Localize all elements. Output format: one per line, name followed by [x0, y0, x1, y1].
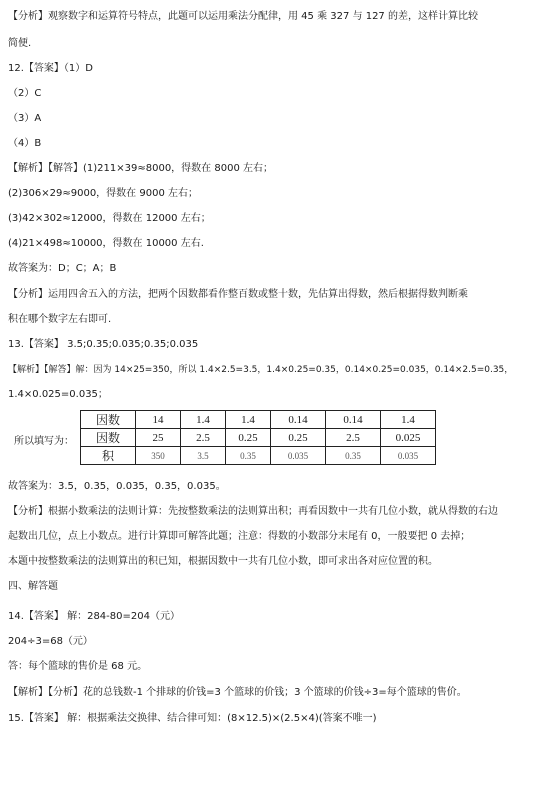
text-line: 起数出几位，点上小数点。进行计算即可解答此题；注意：得数的小数部分末尾有 0，一般要把 0 去掉； [8, 531, 471, 542]
text-line: 【分析】观察数字和运算符号特点，此题可以运用乘法分配律，用 45 乘 327 与 127 的差，这样计算比较 [8, 11, 478, 22]
table-cell: 350 [136, 447, 181, 465]
text-line: （2）C [8, 88, 42, 99]
text-line: 【解析】【解答】解：因为 14×25=350，所以 1.4×2.5=3.5，1.4×0.25=0.35，0.14×0.25=0.035，0.14×2.5=0.35， [8, 365, 514, 375]
text-line: （3）A [8, 113, 42, 124]
table-row [81, 429, 436, 447]
table-cell: 2.5 [326, 429, 381, 447]
table-row [81, 411, 436, 429]
table-cell: 0.035 [381, 447, 436, 465]
text-line: 积在哪个数字左右即可. [8, 314, 112, 325]
table-cell: 1.4 [226, 411, 271, 429]
table-cell: 1.4 [381, 411, 436, 429]
text-line: 【分析】根据小数乘法的法则计算：先按整数乘法的法则算出积；再看因数中一共有几位小数，就从得数的右边 [8, 506, 498, 517]
table-cell: 0.35 [226, 447, 271, 465]
text-line: 【解析】【解答】(1)211×39≈8000，得数在 8000 左右； [8, 163, 273, 174]
text-line: (2)306×29≈9000，得数在 9000 左右； [8, 188, 198, 199]
table-cell: 因数 [81, 411, 136, 429]
text-line: 【分析】运用四舍五入的方法，把两个因数都看作整百数或整十数，先估算出得数，然后根据得数判断乘 [8, 289, 468, 300]
text-line: 【解析】【分析】花的总钱数-1 个排球的价钱=3 个篮球的价钱；3 个篮球的价钱÷3=每个篮球的售价。 [8, 687, 467, 698]
table-cell: 3.5 [181, 447, 226, 465]
table-cell: 0.025 [381, 429, 436, 447]
product-table [80, 410, 436, 465]
table-cell: 0.035 [271, 447, 326, 465]
text-line: 答：每个篮球的售价是 68 元。 [8, 661, 148, 672]
table-label: 所以填写为： [14, 436, 74, 447]
text-line: (4)21×498≈10000，得数在 10000 左右. [8, 238, 204, 249]
table-cell: 14 [136, 411, 181, 429]
text-line: 13.【答案】 3.5;0.35;0.035;0.35;0.035 [8, 339, 199, 350]
text-line: （4）B [8, 138, 42, 149]
table-row [81, 447, 436, 465]
table-cell: 0.25 [226, 429, 271, 447]
table-cell: 积 [81, 447, 136, 465]
text-line: 1.4×0.025=0.035； [8, 389, 108, 400]
table-cell: 2.5 [181, 429, 226, 447]
table-cell: 0.14 [326, 411, 381, 429]
table-cell: 25 [136, 429, 181, 447]
table-cell: 1.4 [181, 411, 226, 429]
text-line: 本题中按整数乘法的法则算出的积已知，根据因数中一共有几位小数，即可求出各对应位置的积。 [8, 556, 438, 567]
text-line: 204÷3=68（元） [8, 636, 93, 647]
table-cell: 0.35 [326, 447, 381, 465]
section-heading: 四、解答题 [8, 581, 58, 592]
text-line: 简便. [8, 38, 32, 49]
text-line: 12.【答案】（1）D [8, 63, 93, 74]
text-line: 故答案为：D；C；A；B [8, 263, 117, 274]
text-line: 15.【答案】 解：根据乘法交换律、结合律可知：(8×12.5)×(2.5×4)(答案不唯一) [8, 713, 377, 724]
table-cell: 0.25 [271, 429, 326, 447]
text-line: (3)42×302≈12000，得数在 12000 左右； [8, 213, 211, 224]
table-cell: 因数 [81, 429, 136, 447]
text-line: 故答案为：3.5，0.35，0.035，0.35，0.035。 [8, 481, 226, 492]
table-cell: 0.14 [271, 411, 326, 429]
text-line: 14.【答案】 解：284-80=204（元） [8, 611, 180, 622]
